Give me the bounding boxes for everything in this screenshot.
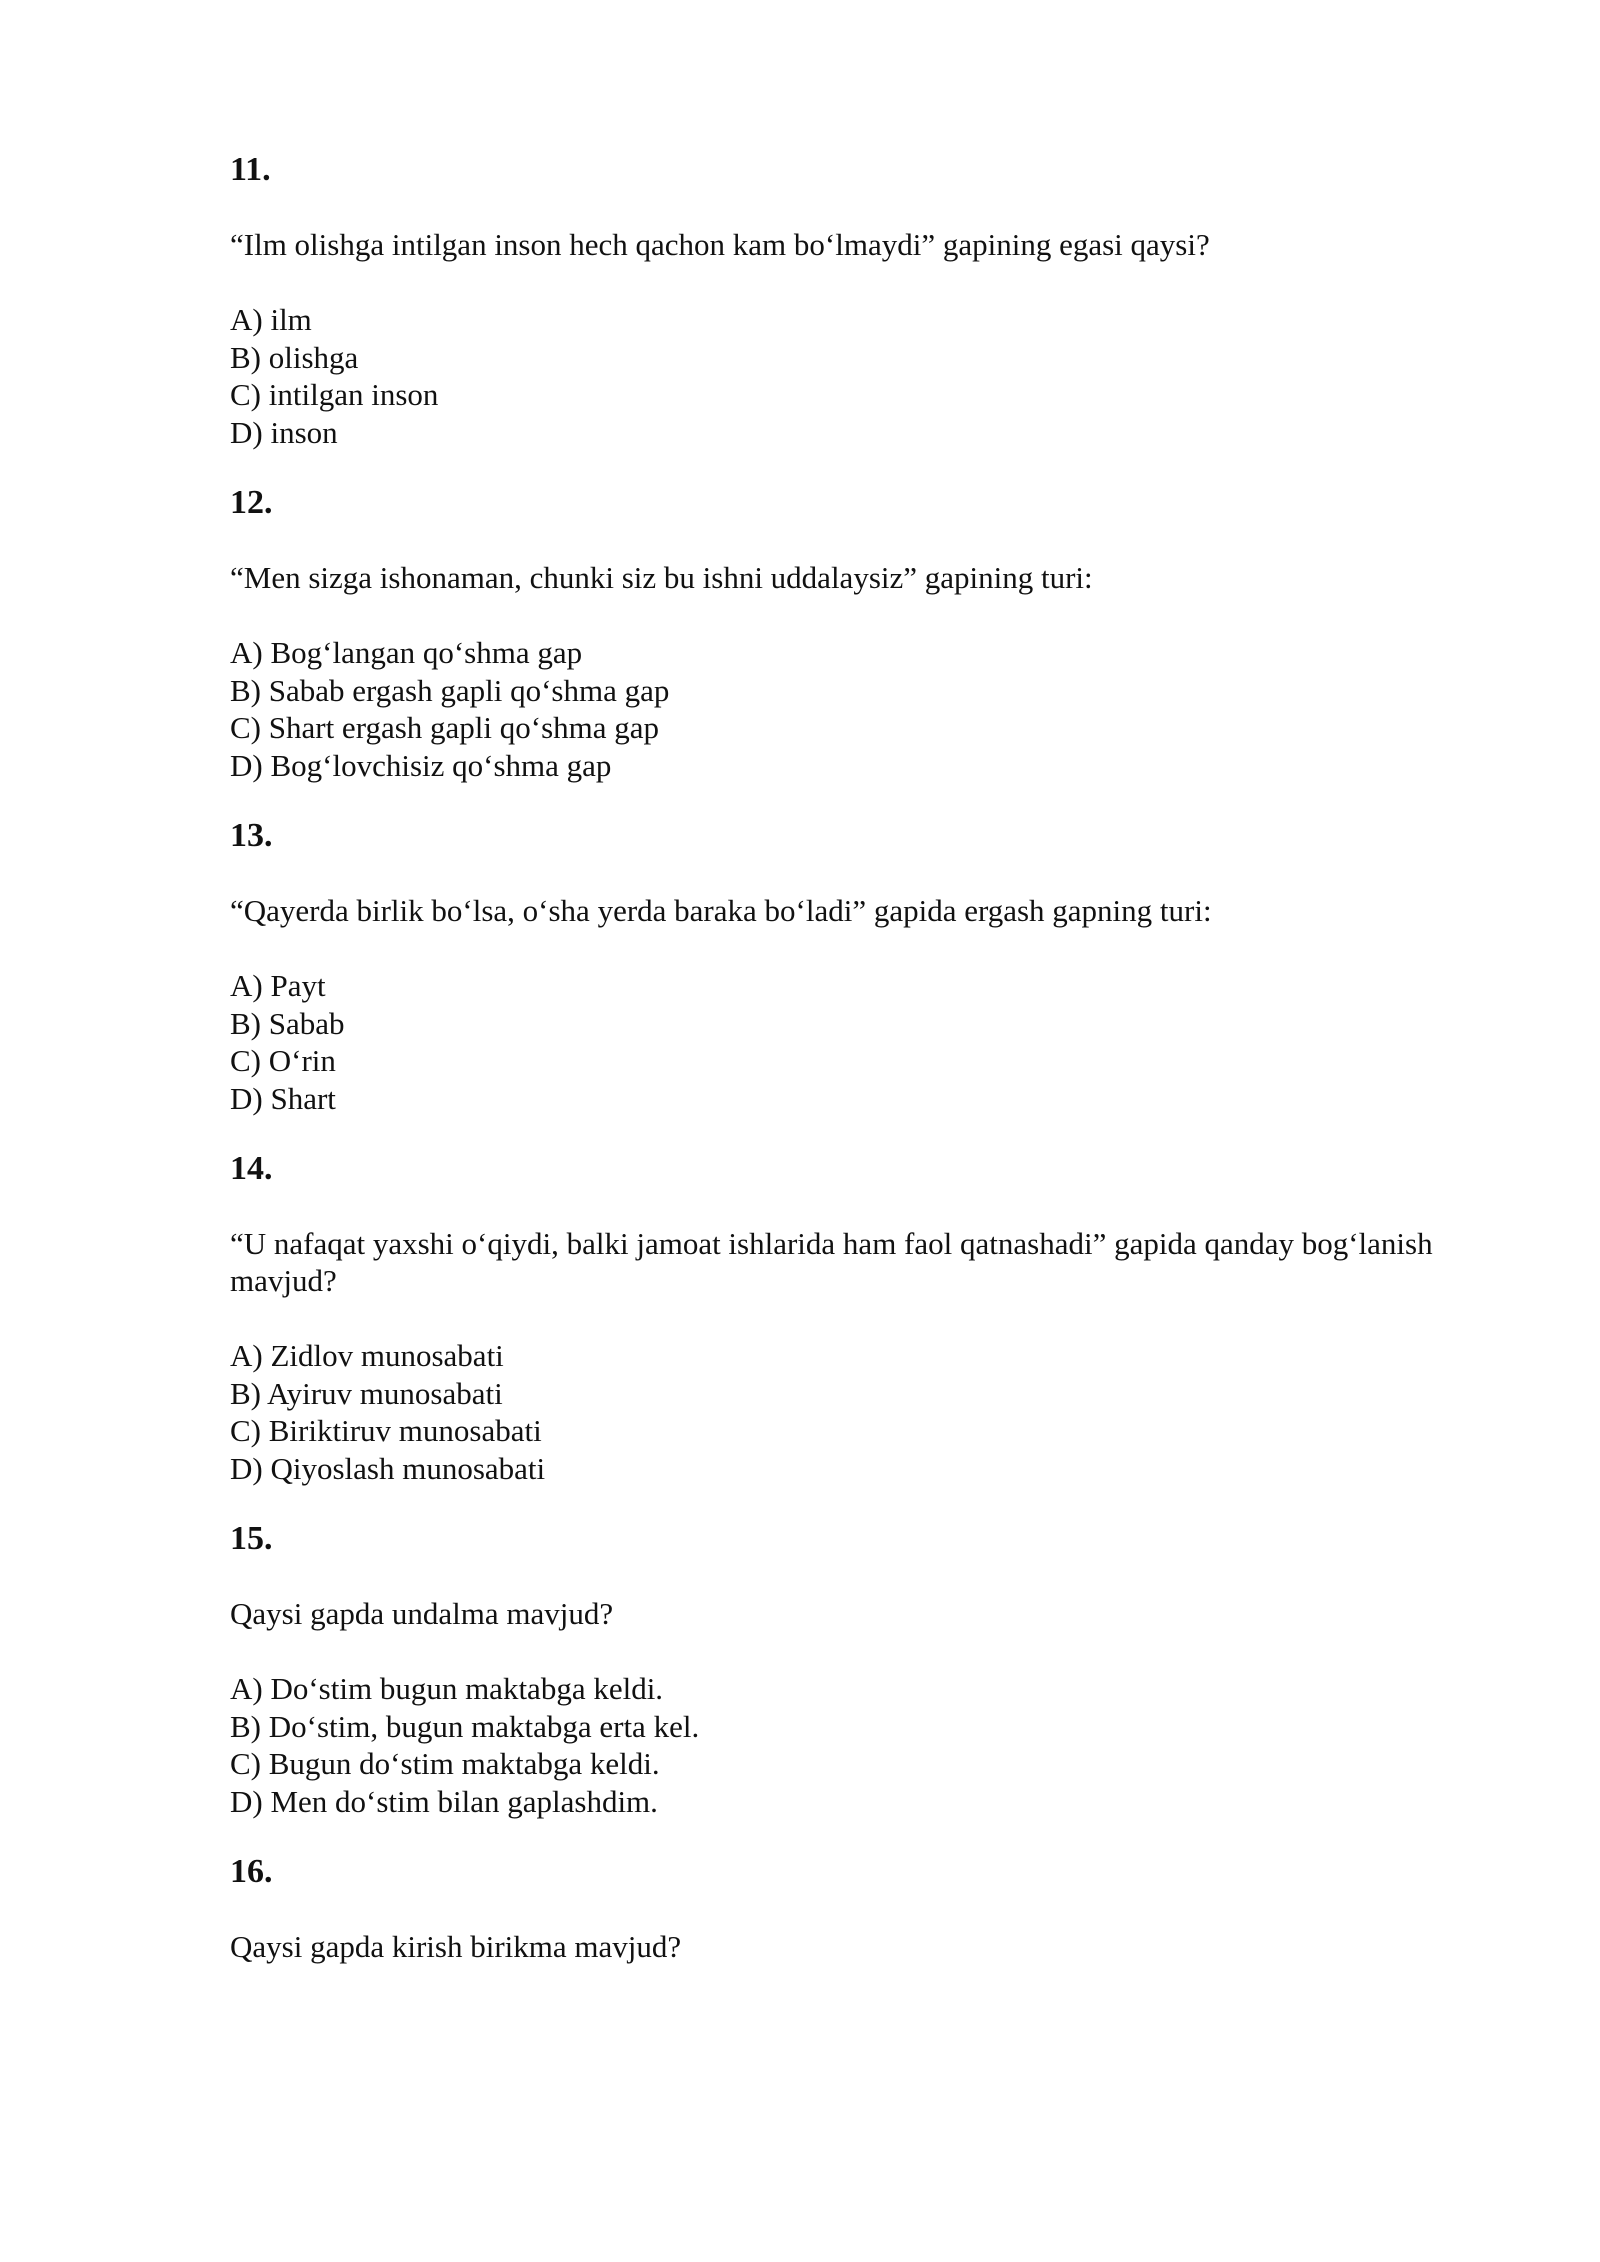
answer-option-a: A) Bog‘langan qo‘shma gap [230, 635, 583, 670]
answer-option-a: A) Payt [230, 968, 326, 1003]
answer-option-c: C) Biriktiruv munosabati [230, 1413, 542, 1448]
answer-option-d: D) Bog‘lovchisiz qo‘shma gap [230, 747, 612, 783]
answer-option-c: C) Shart ergash gapli qo‘shma gap [230, 710, 660, 745]
answer-option-b: B) Do‘stim, bugun maktabga erta kel. [230, 1708, 700, 1744]
question-15 [230, 1519, 1510, 1820]
question-number: 12. [230, 484, 273, 521]
answer-option-d: D) Shart [230, 1080, 336, 1116]
question-number: 11. [230, 151, 271, 188]
answer-options [230, 301, 1510, 451]
question-text: “Men sizga ishonaman, chunki siz bu ishni uddalaysiz” gapining turi: [230, 560, 1093, 595]
answer-option-b: B) Ayiruv munosabati [230, 1375, 503, 1411]
answer-option-a: A) Do‘stim bugun maktabga keldi. [230, 1671, 664, 1706]
question-number: 14. [230, 1150, 273, 1187]
answer-options [230, 1670, 1510, 1820]
answer-option-a: A) ilm [230, 302, 312, 337]
answer-option-b: B) Sabab [230, 1005, 345, 1041]
question-13 [230, 816, 1510, 1117]
answer-option-d: D) inson [230, 414, 338, 450]
document-page [230, 150, 1510, 2003]
question-16 [230, 1852, 1510, 1965]
answer-options [230, 1337, 1510, 1487]
question-14 [230, 1149, 1510, 1487]
question-text: “Ilm olishga intilgan inson hech qachon kam bo‘lmaydi” gapining egasi qaysi? [230, 227, 1210, 262]
question-text: Qaysi gapda undalma mavjud? [230, 1596, 614, 1631]
answer-option-c: C) Bugun do‘stim maktabga keldi. [230, 1746, 660, 1781]
answer-option-b: B) olishga [230, 339, 359, 375]
question-number: 16. [230, 1853, 273, 1890]
question-11 [230, 150, 1510, 451]
question-number: 13. [230, 817, 273, 854]
question-12 [230, 483, 1510, 784]
answer-option-c: C) O‘rin [230, 1043, 336, 1078]
question-text: “U nafaqat yaxshi o‘qiydi, balki jamoat ishlarida ham faol qatnashadi” gapida qanday bog‘lanish mavjud? [230, 1226, 1433, 1298]
answer-option-d: D) Qiyoslash munosabati [230, 1450, 546, 1486]
question-number: 15. [230, 1520, 273, 1557]
answer-option-b: B) Sabab ergash gapli qo‘shma gap [230, 672, 670, 708]
answer-option-d: D) Men do‘stim bilan gaplashdim. [230, 1783, 658, 1819]
question-text: Qaysi gapda kirish birikma mavjud? [230, 1929, 682, 1964]
answer-options [230, 967, 1510, 1117]
question-text: “Qayerda birlik bo‘lsa, o‘sha yerda baraka bo‘ladi” gapida ergash gapning turi: [230, 893, 1212, 928]
answer-options [230, 634, 1510, 784]
answer-option-a: A) Zidlov munosabati [230, 1338, 504, 1373]
answer-option-c: C) intilgan inson [230, 377, 439, 412]
